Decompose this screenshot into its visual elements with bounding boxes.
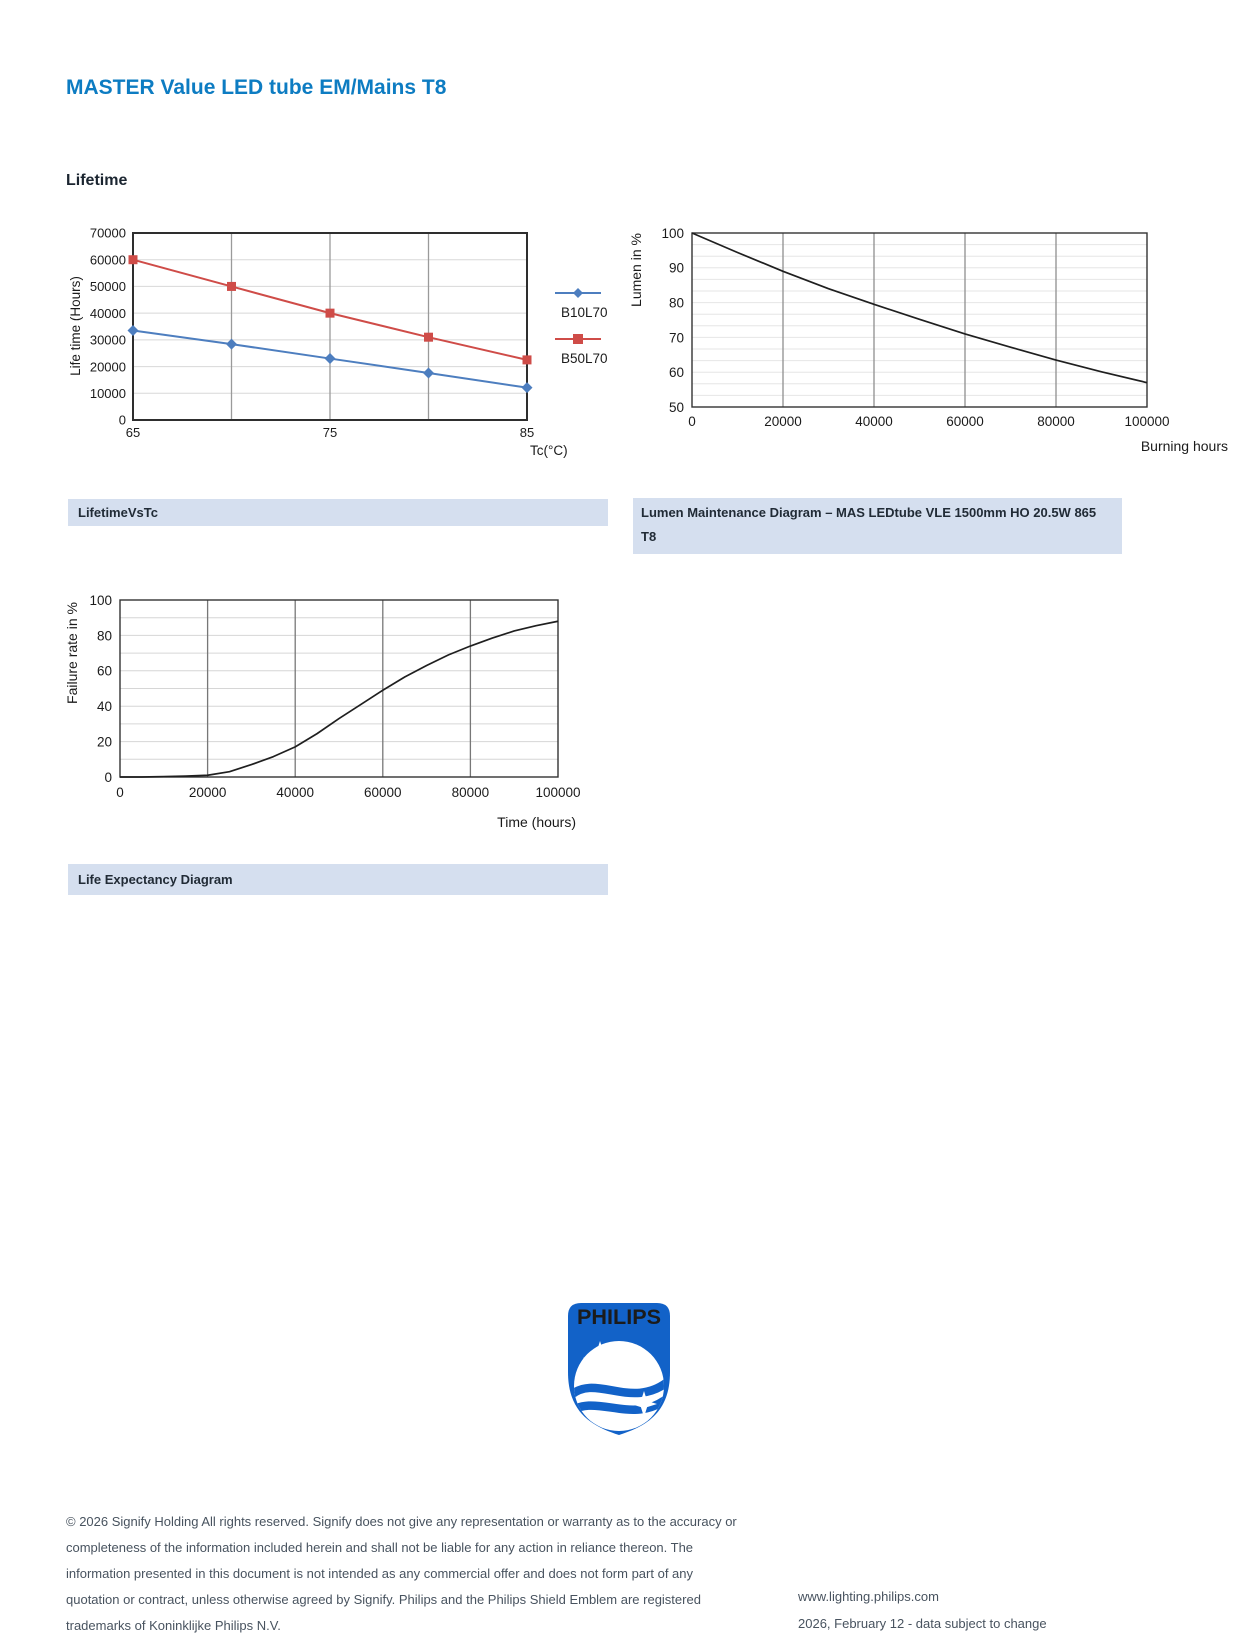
y-tick-label: 30000 <box>89 332 126 348</box>
legal-line: quotation or contract, unless otherwise agreed by Signify. Philips and the Philips Shield Emblem are registered <box>66 1592 701 1607</box>
y-tick-label: 50 <box>668 399 684 415</box>
philips-wordmark: PHILIPS <box>577 1306 661 1329</box>
data-point-marker <box>129 255 138 264</box>
legal-line: information presented in this document is not intended as any commercial offer and does not form part of any <box>66 1566 693 1581</box>
legend-marker <box>573 334 583 344</box>
legal-line: completeness of the information included herein and shall not be liable for any action in reliance thereon. The <box>66 1540 694 1555</box>
y-tick-label: 0 <box>104 769 112 785</box>
y-tick-label: 50000 <box>89 279 126 295</box>
x-tick-label: 85 <box>519 425 535 440</box>
footer-meta <box>798 1583 1047 1637</box>
series-line-failure-rate <box>120 621 558 777</box>
y-tick-label: 0 <box>118 412 126 428</box>
page-title: MASTER Value LED tube EM/Mains T8 <box>66 76 447 99</box>
y-tick-label: 20000 <box>89 359 126 375</box>
philips-shield-logo <box>556 1292 682 1442</box>
x-axis-title: Burning hours <box>1140 438 1228 454</box>
y-tick-label: 20 <box>96 734 112 750</box>
data-point-marker <box>523 355 532 364</box>
legend-label: B10L70 <box>561 305 608 320</box>
y-tick-label: 60 <box>96 663 112 679</box>
data-point-marker <box>326 309 335 318</box>
legend-marker <box>573 288 583 298</box>
lumen-maintenance-chart <box>600 200 1240 462</box>
y-tick-label: 40000 <box>89 305 126 321</box>
x-tick-label: 65 <box>125 425 141 440</box>
data-point-marker <box>227 282 236 291</box>
y-tick-label: 100 <box>89 592 112 608</box>
y-tick-label: 70 <box>668 330 684 346</box>
legal-line: trademarks of Koninklijke Philips N.V. <box>66 1618 281 1633</box>
x-tick-label: 100000 <box>535 785 581 800</box>
y-tick-label: 70000 <box>89 225 126 241</box>
x-tick-label: 80000 <box>1037 414 1075 429</box>
x-tick-label: 40000 <box>276 785 314 800</box>
y-axis-title: Life time (Hours) <box>68 276 83 376</box>
caption-lumen-maintenance: Lumen Maintenance Diagram – MAS LEDtube VLE 1500mm HO 20.5W 865 T8 <box>633 498 1122 554</box>
website-link[interactable]: www.lighting.philips.com <box>798 1589 939 1604</box>
y-tick-label: 80 <box>96 628 112 644</box>
section-heading-lifetime: Lifetime <box>66 172 128 189</box>
data-point-marker <box>522 382 533 393</box>
x-tick-label: 20000 <box>764 414 802 429</box>
x-tick-label: 60000 <box>364 785 402 800</box>
y-tick-label: 60 <box>668 365 684 381</box>
x-tick-label: 75 <box>322 425 338 440</box>
x-tick-label: 100000 <box>1124 414 1170 429</box>
data-point-marker <box>128 325 139 336</box>
x-tick-label: 60000 <box>946 414 984 429</box>
legal-text <box>66 1509 756 1639</box>
y-tick-label: 80 <box>668 295 684 311</box>
x-tick-label: 0 <box>688 414 696 429</box>
y-tick-label: 60000 <box>89 252 126 268</box>
y-axis-title: Failure rate in % <box>64 602 80 704</box>
y-tick-label: 40 <box>96 699 112 715</box>
data-point-marker <box>325 353 336 364</box>
data-point-marker <box>424 333 433 342</box>
x-tick-label: 0 <box>116 785 124 800</box>
x-axis-title: Time (hours) <box>497 814 576 830</box>
x-tick-label: 80000 <box>451 785 490 800</box>
x-axis-title: Tc(°C) <box>530 443 568 458</box>
lifetime-vs-tc-chart <box>60 200 620 462</box>
data-point-marker <box>423 367 434 378</box>
legal-line: © 2026 Signify Holding All rights reserved. Signify does not give any representation or warranty as to the accuracy or <box>66 1514 737 1529</box>
y-axis-title: Lumen in % <box>628 233 644 307</box>
caption-life-expectancy: Life Expectancy Diagram <box>68 864 608 895</box>
y-tick-label: 10000 <box>89 385 126 401</box>
life-expectancy-chart <box>60 550 620 842</box>
date-note: 2026, February 12 - data subject to change <box>798 1616 1047 1631</box>
y-tick-label: 90 <box>668 260 684 276</box>
x-tick-label: 20000 <box>188 785 227 800</box>
legend-label: B50L70 <box>561 351 608 366</box>
x-tick-label: 40000 <box>855 414 893 429</box>
caption-lifetime-vs-tc: LifetimeVsTc <box>68 499 608 526</box>
y-tick-label: 100 <box>661 225 684 241</box>
